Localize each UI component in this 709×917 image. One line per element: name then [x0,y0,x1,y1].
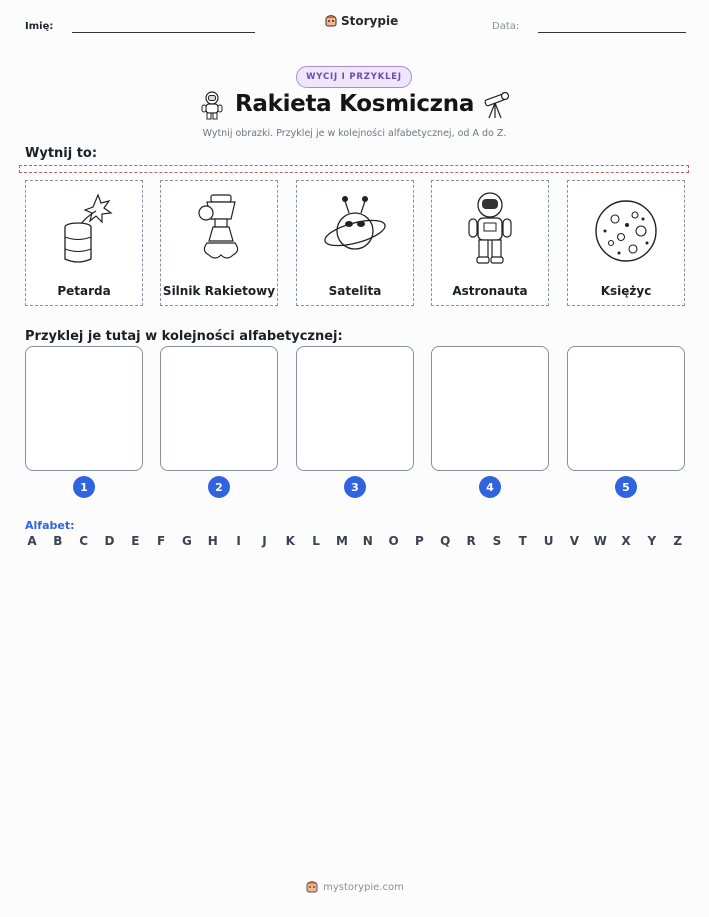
paste-section-title: Przyklej je tutaj w kolejności alfabetycznej: [25,329,343,344]
rocket-engine-icon [189,191,249,267]
cut-card-astronauta[interactable] [431,180,549,306]
alphabet-letter: W [593,534,607,548]
date-label: Data: [492,21,520,32]
alphabet-row [25,534,685,548]
card-label: Księżyc [600,284,652,298]
instructions: Wytnij obrazki. Przyklej je w kolejności alfabetycznej, od A do Z. [202,128,507,139]
moon-icon [591,191,661,267]
slot-number-3: 3 [344,476,366,498]
slot-number-2: 2 [208,476,230,498]
paste-slot-1[interactable] [25,346,143,471]
brand-name: Storypie [341,14,399,28]
alphabet-letter: K [285,534,295,548]
alphabet-letter: S [492,534,502,548]
alphabet-letter: M [335,534,348,548]
card-label: Satelita [328,284,382,298]
alphabet-label: Alfabet: [25,519,75,532]
cut-card-petarda[interactable] [25,180,143,306]
card-label: Petarda [57,284,111,298]
alphabet-letter: E [131,534,140,548]
alphabet-letter: T [518,534,527,548]
cut-section-title: Wytnij to: [25,146,98,161]
alphabet-letter: A [27,534,37,548]
alphabet-letter: R [466,534,476,548]
name-line[interactable] [72,32,255,33]
date-line[interactable] [538,32,686,33]
alphabet-letter: N [362,534,373,548]
alphabet-letter: C [79,534,89,548]
alphabet-letter: O [388,534,399,548]
slot-number-5: 5 [615,476,637,498]
astronaut-icon [465,191,515,267]
alphabet-letter: X [621,534,631,548]
name-label: Imię: [25,21,54,32]
footer-url[interactable]: mystorypie.com [323,881,404,893]
paste-slot-3[interactable] [296,346,414,471]
alphabet-letter: Q [440,534,451,548]
storypie-logo-icon [324,14,338,28]
alphabet-letter: F [157,534,166,548]
alphabet-letter: H [207,534,218,548]
slot-number-1: 1 [73,476,95,498]
paste-slot-5[interactable] [567,346,685,471]
alphabet-letter: V [569,534,580,548]
alphabet-letter: U [543,534,554,548]
cut-card-silnik-rakietowy[interactable] [160,180,278,306]
alphabet-letter: Y [647,534,657,548]
page-title: Rakieta Kosmiczna [234,91,475,117]
satellite-icon [322,191,388,267]
telescope-icon [481,91,511,119]
cut-card-ksiezyc[interactable] [567,180,685,306]
footer [0,880,709,894]
cut-line [19,165,689,173]
card-label: Astronauta [452,284,528,298]
card-label: Silnik Rakietowy [162,284,276,298]
firecracker-icon [54,191,114,267]
alphabet-letter: D [104,534,115,548]
activity-badge: WYCIJ I PRZYKLEJ [296,66,412,88]
alphabet-letter: B [53,534,63,548]
alphabet-letter: G [182,534,192,548]
alphabet-letter: Z [673,534,683,548]
alphabet-letter: J [262,534,267,548]
brand-logo [324,14,398,28]
cut-card-satelita[interactable] [296,180,414,306]
alphabet-letter: I [236,534,241,548]
alphabet-letter: P [415,534,424,548]
paste-slot-4[interactable] [431,346,549,471]
alphabet-letter: L [312,534,320,548]
slot-number-4: 4 [479,476,501,498]
paste-slot-2[interactable] [160,346,278,471]
storypie-logo-icon [305,880,319,894]
